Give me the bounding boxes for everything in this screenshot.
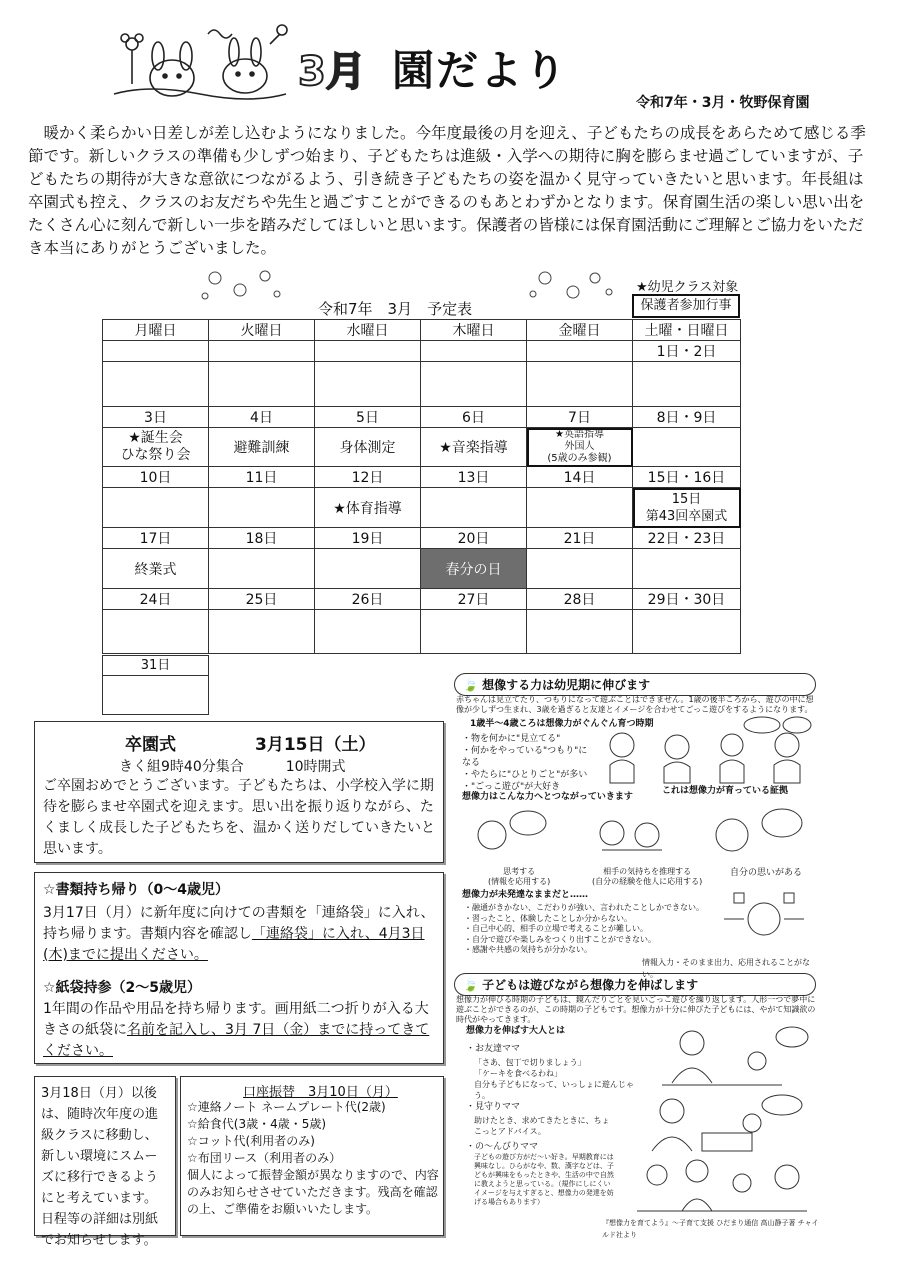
imagination-sub-1: 1歳半〜4歳ころは想像力がぐんぐん育つ時期 xyxy=(470,719,654,729)
list-item: ・自己中心的、相手の立場で考えることが難しい。 xyxy=(464,924,648,933)
event-cell xyxy=(527,610,633,654)
date-cell: 3日 xyxy=(103,407,209,428)
imagination-list-3 xyxy=(464,903,704,956)
page-title: 園だより xyxy=(392,46,569,95)
class-move-text: 3月18日（月）以後は、随時次年度の進級クラスに移動し、新しい環境にスムーズに移行できるようにと考えています。日程等の詳細は別紙でお知らせします。 xyxy=(41,1086,159,1248)
parent-type-2: ・見守りママ xyxy=(466,1102,521,1112)
leaf-icon: 🍃 xyxy=(463,678,478,692)
event-cell xyxy=(209,488,315,528)
event-cell xyxy=(527,362,633,407)
parent-type-3: ・の〜んびりママ xyxy=(466,1142,539,1152)
date-cell: 6日 xyxy=(421,407,527,428)
event-cell xyxy=(633,362,741,407)
imagination-sub-3: 想像力が未発達なままだと…… xyxy=(462,890,589,900)
date-cell xyxy=(421,341,527,362)
list-item: ・自分で遊びや楽しみをつくり出すことができない。 xyxy=(464,934,656,944)
children-playing-illustration xyxy=(602,715,812,785)
date-cell: 8日・9日 xyxy=(633,407,741,428)
event-cell xyxy=(633,549,741,589)
event-cell xyxy=(633,428,741,467)
payment-item: ☆コット代(利用者のみ) xyxy=(187,1134,315,1148)
date-cell: 5日 xyxy=(315,407,421,428)
payment-item: ☆連絡ノート ネームプレート代(2歳) xyxy=(187,1100,386,1114)
event-cell xyxy=(527,549,633,589)
imagination-heading-2-text: 子どもは遊びながら想像力を伸ばします xyxy=(482,978,699,992)
bag-line: 1年間の作品や用品を持ち帰ります。画用紙二つ折りが入る大きさの紙袋に xyxy=(43,1001,429,1038)
imagination-credit: 『想像力を育てよう』〜子育て支援 ひだまり通信 高山静子著 チャイルド社より xyxy=(602,1219,819,1239)
event-cell xyxy=(209,362,315,407)
thinking-illustration xyxy=(462,805,812,865)
list-item: ・何かをやっている"つもり"になる xyxy=(462,746,588,768)
date-cell xyxy=(209,341,315,362)
event-cell: 15日 第43回卒園式 xyxy=(633,488,741,528)
month-title: 3月 xyxy=(298,49,366,95)
imagination-heading-1 xyxy=(454,673,816,696)
documents-heading: ☆書類持ち帰り（0〜4歳児） xyxy=(43,882,230,898)
date-cell: 17日 xyxy=(103,528,209,549)
event-cell: ★英語指導 外国人 (5歳のみ参観) xyxy=(527,428,633,467)
event-cell: ★体育指導 xyxy=(315,488,421,528)
date-cell: 25日 xyxy=(209,589,315,610)
imagination-intro-1: 赤ちゃんは見立てたり、つもりになって遊ぶことはできません。1歳の後半ころから、遊びの中に想像が少しずつ生まれ、3歳を過ぎると友達とイメージを合わせてごっこ遊びをするようになります。 xyxy=(456,695,814,714)
bag-heading: ☆紙袋持参（2〜5歳児） xyxy=(43,980,202,996)
date-cell: 15日・16日 xyxy=(633,467,741,488)
documents-box xyxy=(34,872,444,1064)
date-cell: 27日 xyxy=(421,589,527,610)
date-cell: 12日 xyxy=(315,467,421,488)
payment-item: ☆布団リース（利用者のみ） xyxy=(187,1151,342,1165)
date-cell: 18日 xyxy=(209,528,315,549)
class-move-box xyxy=(34,1076,176,1248)
date-cell: 21日 xyxy=(527,528,633,549)
flower-decoration-icon xyxy=(525,264,615,304)
event-cell xyxy=(102,675,209,715)
day-header: 火曜日 xyxy=(209,320,315,341)
date-cell: 7日 xyxy=(527,407,633,428)
event-cell: 避難訓練 xyxy=(209,428,315,467)
date-cell: 1日・2日 xyxy=(633,341,741,362)
date-cell xyxy=(527,341,633,362)
date-cell: 28日 xyxy=(527,589,633,610)
date-cell: 11日 xyxy=(209,467,315,488)
graduation-date: 3月15日（土） xyxy=(255,735,376,755)
caption-b: 相手の気持ちを推理する (自分の経験を他人に応用する) xyxy=(592,867,703,886)
event-cell xyxy=(315,362,421,407)
imagination-list-1 xyxy=(462,733,592,793)
parent-type-3-text: 子どもの遊び方がだ〜い好き。早期教育には興味なし。ひらがなや、数、漢字などは、子どもが興味をもったときや、生活の中で自然に教えようと思っている。（規作にしにくいイメージを与えすぎると、想像力の発達を妨げる場合もあります） xyxy=(474,1153,614,1206)
event-cell: ★音楽指導 xyxy=(421,428,527,467)
day-header: 水曜日 xyxy=(315,320,421,341)
caption-a: 思考する (情報を応用する) xyxy=(488,867,551,886)
event-cell xyxy=(315,549,421,589)
date-cell: 20日 xyxy=(421,528,527,549)
parent-type-1: ・お友達ママ xyxy=(466,1044,521,1054)
event-cell xyxy=(103,362,209,407)
event-cell xyxy=(527,488,633,528)
intro-paragraph: 暖かく柔らかい日差しが差し込むようになりました。今年度最後の月を迎え、子どもたちの成長をあらためて感じる季節です。新しいクラスの準備も少しずつ始まり、子どもたちは進級・入学への期待に胸を膨らませ過ごしていますが、子どもたちの期待が大きな意欲につながるよう、引き続き子どもたちの姿を温かく見守っていきたいと思います。年長組は卒園式も控え、クラスのお友だちや先生と過ごすことができるのもあとわずかとなります。保育園生活の楽しい思い出をたくさん心に刻んで新しい一歩を踏みだしてほしいと思います。保護者の皆様には保育園活動にご理解とご協力をいただき本当にありがとうございました。 xyxy=(28,124,866,257)
imagination-caption-1: これは想像力が育っている証拠 xyxy=(662,786,789,796)
imagination-caption-3: 情報入力・そのまま出力、応用されることがない。 xyxy=(642,958,810,979)
date-cell: 4日 xyxy=(209,407,315,428)
documents-underline: 「連絡袋」に入れ、4月3日(木)までに提出ください。 xyxy=(43,926,425,963)
payment-box xyxy=(180,1076,444,1236)
bag-text xyxy=(43,999,435,1062)
flower-decoration-icon xyxy=(195,264,285,304)
imagination-sub-4: 想像力を伸ばす大人とは xyxy=(466,1026,566,1036)
event-cell xyxy=(103,488,209,528)
documents-text xyxy=(43,903,435,966)
date-cell: 26日 xyxy=(315,589,421,610)
documents-line: 3月17日（月）に新年度に向けての書類を「連絡袋」に入れ、持ち帰ります。書類内容を確認し xyxy=(43,905,435,942)
date-cell: 13日 xyxy=(421,467,527,488)
imagination-article xyxy=(452,673,824,1239)
date-cell: 14日 xyxy=(527,467,633,488)
payment-item: ☆給食代(3歳・4歳・5歳) xyxy=(187,1117,327,1131)
leaf-icon: 🍃 xyxy=(463,978,478,992)
list-item: ・"ごっこ遊び"が大好き xyxy=(462,782,561,792)
legend-star: ★幼児クラス対象 xyxy=(636,280,739,295)
event-cell xyxy=(103,610,209,654)
parent-type-1-text: 「さあ、包丁で切りましょう」 「ケーキを食べるわね」 自分も子どもになって、いっしょに遊んじゃう。 xyxy=(474,1058,634,1100)
day-header: 木曜日 xyxy=(421,320,527,341)
bag-underline: 名前を記入し、3月 7日（金）までに持ってきてください。 xyxy=(43,1022,430,1059)
mom-child-illustration xyxy=(652,1023,812,1093)
date-cell: 19日 xyxy=(315,528,421,549)
list-item: ・やたらに"ひとりごと"が多い xyxy=(462,770,588,780)
schedule-table xyxy=(102,319,741,654)
imagination-heading-1-text: 想像する力は幼児期に伸びます xyxy=(482,678,651,692)
list-item: ・習ったこと、体験したことしか分からない。 xyxy=(464,913,632,923)
event-cell: 終業式 xyxy=(103,549,209,589)
imagination-intro-2: 想像力が伸びる時期の子どもは、鏡んだりごとを見いごっこ遊びを繰り返します。人形一つで夢中に遊ぶことができるのが、この時期の子どもです。想像力が十分に伸びた子どもには、やがて知識欲の時代がやってきます。 xyxy=(456,995,816,1024)
event-cell xyxy=(315,610,421,654)
list-item: ・融通がきかない、こだわりが強い、言われたことしかできない。 xyxy=(464,903,704,912)
date-cell xyxy=(103,341,209,362)
date-cell: 31日 xyxy=(102,655,209,676)
day-header: 金曜日 xyxy=(527,320,633,341)
date-cell: 10日 xyxy=(103,467,209,488)
payment-title: 口座振替 3月10日（月） xyxy=(243,1085,398,1100)
payment-note: 個人によって振替金額が異なりますので、内容のみお知らせさせていただきます。残高を確認の上、ご準備をお願いいたします。 xyxy=(187,1168,439,1216)
legend-box: 保護者参加行事 xyxy=(632,294,740,318)
event-cell: ★誕生会 ひな祭り会 xyxy=(103,428,209,467)
header-illustration xyxy=(110,14,290,100)
event-cell: 身体測定 xyxy=(315,428,421,467)
parent-type-2-text: 助けたとき、求めてきたときに、ちょこっとアドバイス。 xyxy=(474,1116,610,1136)
schedule-title: 令和7年 3月 予定表 xyxy=(318,300,473,318)
event-cell xyxy=(633,610,741,654)
event-cell xyxy=(421,362,527,407)
imagination-sub-2: 想像力はこんな力へとつながっていきます xyxy=(462,792,633,802)
relaxed-mom-illustration xyxy=(627,1153,812,1213)
caption-c: 自分の思いがある xyxy=(730,868,803,878)
list-item: ・感謝や共感の気持ちが分かない。 xyxy=(464,945,592,954)
date-line: 令和7年・3月・牧野保育園 xyxy=(636,95,810,111)
day-header: 土曜・日曜日 xyxy=(633,320,741,341)
payment-list xyxy=(187,1099,439,1218)
graduation-body: ご卒園おめでとうございます。子どもたちは、小学校入学に期待を膨らませ卒園式を迎えます。思い出を振り返りながら、たくましく成長した子どもたちを、温かく送りだしていきたいと思います。 xyxy=(43,778,435,857)
graduation-title: 卒園式 xyxy=(125,735,176,755)
date-cell xyxy=(315,341,421,362)
event-cell xyxy=(421,610,527,654)
date-cell: 22日・23日 xyxy=(633,528,741,549)
event-cell xyxy=(421,488,527,528)
event-cell xyxy=(209,549,315,589)
graduation-times: きく組9時40分集合 10時開式 xyxy=(119,759,346,775)
graduation-box xyxy=(34,721,444,863)
list-item: ・物を何かに"見立てる" xyxy=(462,734,561,744)
brain-illustration xyxy=(714,889,814,949)
imagination-heading-2 xyxy=(454,973,816,996)
day-header: 月曜日 xyxy=(103,320,209,341)
event-cell xyxy=(209,610,315,654)
holiday-cell: 春分の日 xyxy=(421,549,527,589)
date-cell: 24日 xyxy=(103,589,209,610)
date-cell: 29日・30日 xyxy=(633,589,741,610)
